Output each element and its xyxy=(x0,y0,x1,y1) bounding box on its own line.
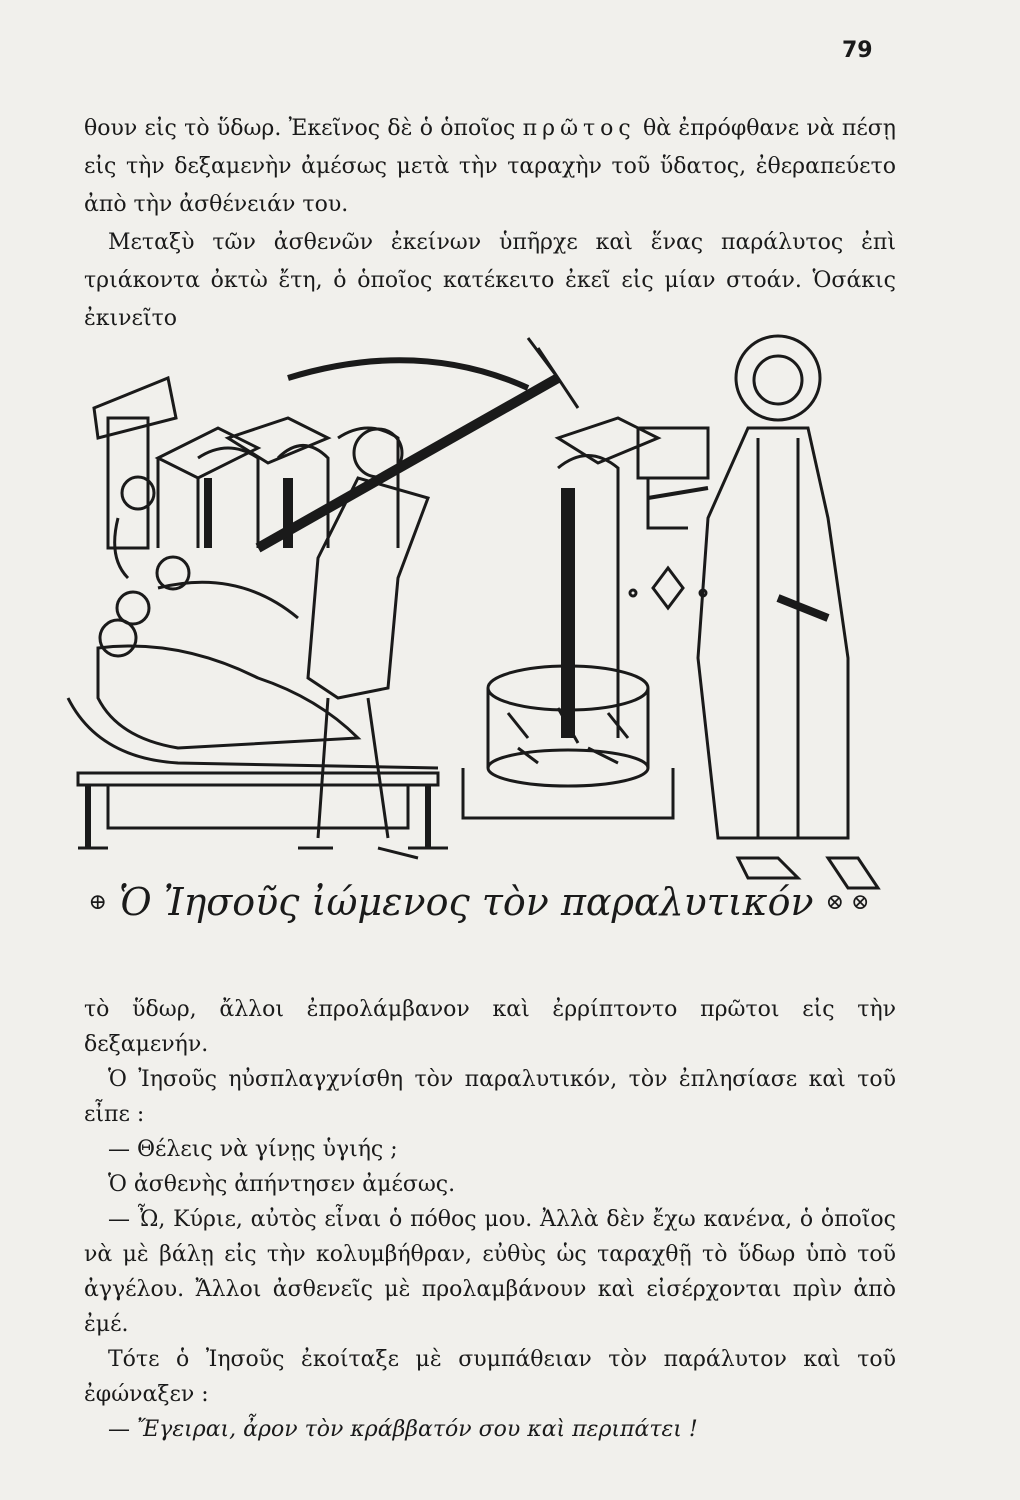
paragraph-1 xyxy=(84,110,896,224)
dialog-2: — Ὦ, Κύριε, αὐτὸς εἶναι ὁ πόθος μου. Ἀλλὰ δὲν ἔχω κανένα, ὁ ὁποῖος νὰ μὲ βάλῃ εἰς τὴν κολυμβήθραν, εὐθὺς ὡς ταραχθῇ τὸ ὕδωρ ὑπὸ τοῦ ἀγγέλου. Ἄλλοι ἀσθενεῖς μὲ προλαμβάνουν καὶ εἰσέρχονται πρὶν ἀπὸ ἐμέ. xyxy=(84,1207,896,1337)
emphasized-word: πρῶτος xyxy=(522,116,636,141)
page-number: 79 xyxy=(842,38,873,63)
healed-man xyxy=(258,338,578,858)
dialog-3 xyxy=(84,1412,896,1447)
bottom-text-block xyxy=(84,992,896,1447)
dialog-1: — Θέλεις νὰ γίνῃς ὑγιής ; xyxy=(108,1137,398,1162)
dialog-3-dash: — xyxy=(108,1417,137,1442)
paragraph-1-part-a: θουν εἰς τὸ ὕδωρ. Ἐκεῖνος δὲ ὁ ὁποῖος xyxy=(84,116,523,141)
paragraph-jesus-calls: Τότε ὁ Ἰησοῦς ἐκοίταξε μὲ συμπάθειαν τὸν παράλυτον καὶ τοῦ ἐφώναξεν : xyxy=(84,1347,896,1407)
bed xyxy=(68,698,448,848)
byzantine-illustration xyxy=(58,318,898,938)
top-text-block xyxy=(84,110,896,338)
paragraph-2: Μεταξὺ τῶν ἀσθενῶν ἐκείνων ὑπῆρχε καὶ ἕνας παράλυτος ἐπὶ τριάκοντα ὀκτὼ ἔτη, ὁ ὁποῖος κατέκειτο ἐκεῖ εἰς μίαν στοάν. Ὁσάκις ἐκινεῖτο xyxy=(84,230,896,331)
ornament xyxy=(630,568,706,608)
right-building xyxy=(558,418,708,738)
dialog-3-text: Ἔγειραι, ἆρον τὸν κράββατόν σου καὶ περιπάτει ! xyxy=(137,1417,698,1442)
caption-text: Ὁ Ἰησοῦς ἰώμενος τὸν παραλυτικόν xyxy=(118,880,814,924)
christ-figure xyxy=(648,336,878,888)
left-building xyxy=(94,378,258,548)
caption-mark-left: ⊕ xyxy=(88,889,107,915)
paragraph-jesus-approaches: Ὁ Ἰησοῦς ηὐσπλαγχνίσθη τὸν παραλυτικόν, τὸν ἐπλησίασε καὶ τοῦ εἶπε : xyxy=(84,1067,896,1127)
paragraph-sick-answers: Ὁ ἀσθενὴς ἀπήντησεν ἀμέσως. xyxy=(108,1172,456,1197)
illustration-caption xyxy=(84,872,874,932)
caption-mark-right: ⊗ ⊗ xyxy=(825,889,870,915)
paragraph-1-part-b: θὰ ἐπρόφθανε νὰ πέσῃ εἰς τὴν δεξαμενὴν ἀμέσως μετὰ τὴν ταραχὴν τοῦ ὕδατος, ἐθεραπεύετο ἀπὸ τὴν ἀσθένειάν του. xyxy=(84,116,896,217)
line-1: τὸ ὕδωρ, ἄλλοι ἐπρολάμβανον καὶ ἐρρίπτοντο πρῶτοι εἰς τὴν δεξαμενήν. xyxy=(84,997,896,1057)
